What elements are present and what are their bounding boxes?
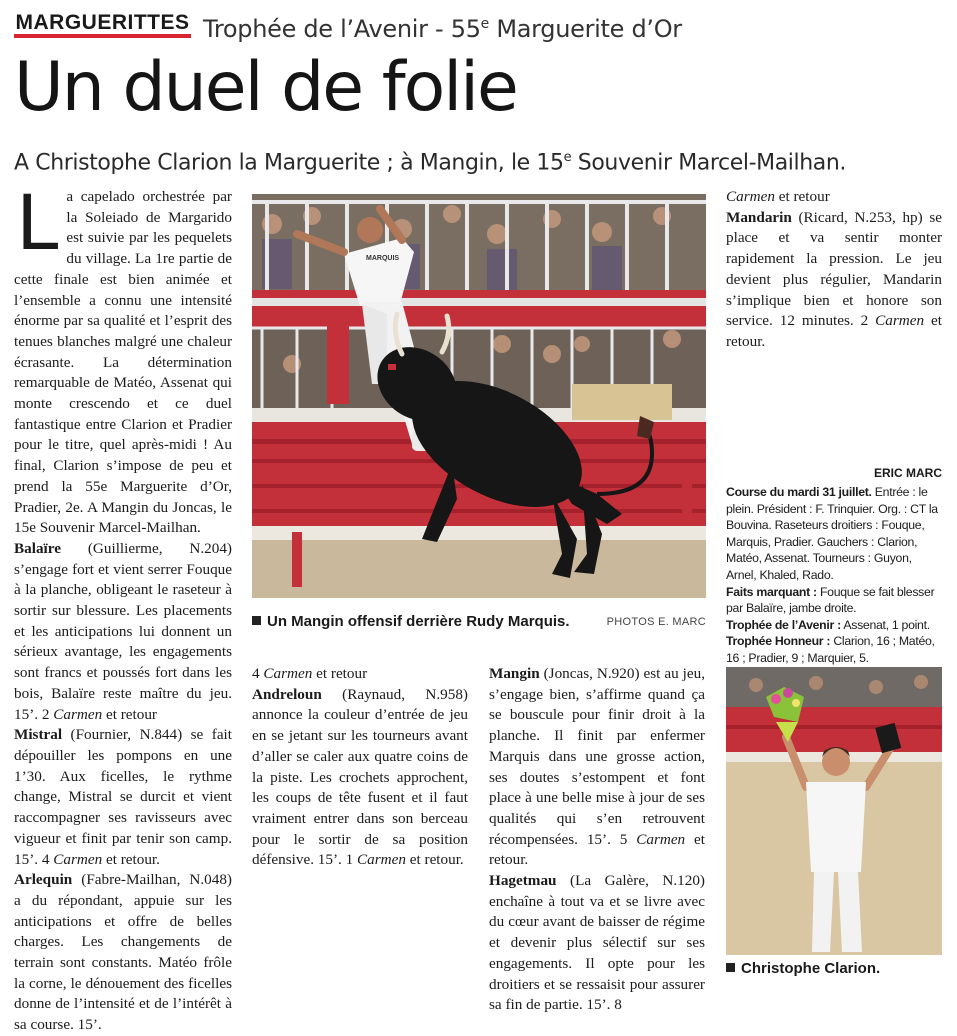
course-info-box [726,484,942,665]
caption-clarion-photo: Christophe Clarion. [726,960,942,982]
arlequin-continuation: 4 Carmen et retour [252,665,368,682]
caption-bullet [252,616,261,625]
bull-paragraph-andreloun: Andreloun (Raynaud, N.958) annonce la couleur d’entrée de jeu en se jetant sur les tourneurs avant d’aller se caler aux quatre coins de la piste. Les crochets approchent, les coups de tête fusent et il faut vraiment entrer dans son berceau pour le sortir de sa position défensive. 15’. 1 Carmen et retour. [252,685,468,869]
article-column-2 [252,664,468,977]
kicker-title: Trophée de l’Avenir - 55e Marguerite d’Or [203,15,682,43]
bull-paragraph-mandarin: Mandarin (Ricard, N.253, hp) se place et va sentir monter rapidement la pression. Le jeu devient plus régulier, Mandarin s’implique bien et honore son service. 12 minutes. 2 Carmen et retour. [726,208,942,350]
intro-paragraph: La capelado orchestrée par la Soleiado de Margarido est suivie par les pequelets du village. La 1re partie de cette finale est bien animée et l’ensemble a connu une intensité énorme par sa qualité et l’esprit des tenues blanches malgré une chaleur écrasante. La détermination remarquable de Matéo, Assenat qui monte crescendo et ce duel fantastique entre Clarion et Pradier pour le titre, quel après-midi ! Au final, Clarion s’impose de peu et prend la 55e Marguerite d’Or, Pradier, 2e. A Mangin du Joncas, le 15e Souvenir Marcel-Mailhan. [14,178,232,537]
bull-paragraph-arlequin: Arlequin (Fabre-Mailhan, N.048) a du répondant, appuie sur les anticipations et offre de belles charges. Les changements de terrain sont constants. Matéo frôle la corne, le dénouement des ficelles donne de l’intensité et de l’intérêt à sa course. 15’. [14,871,232,1034]
info-course: Course du mardi 31 juillet. Entrée : le plein. Président : F. Trinquier. Org. : CT la Bouvina. Raseteurs droitiers : Fouque, Marquis, Pradier. Gauchers : Clarion, Matéo, Assenat. Tourneurs : Guyon, Arnel, Khaled, Rado. [726,485,938,582]
photo-credit: PHOTOS E. MARC [606,616,706,628]
author-byline: ERIC MARC [874,466,942,480]
photo-bull-charge [252,194,706,598]
hagetmau-continuation: Carmen et retour [726,188,830,205]
photo-christophe-clarion [726,667,942,955]
subtitle: A Christophe Clarion la Marguerite ; à Mangin, le 15e Souvenir Marcel-Mailhan. [14,150,846,176]
bull-paragraph-mistral: Mistral (Fournier, N.844) se fait dépouiller les pompons en une 1’30. Aux ficelles, le rythme change, Mistral se durcit et vient raccompagner ses ravisseurs avec vigueur et finit par tenir son camp. 15’. 4 Carmen et retour. [14,726,232,868]
bull-paragraph-mangin: Mangin (Joncas, N.920) est au jeu, s’engage bien, s’affirme quand ça se bouscule pour finir droit à la planche. Il finit par enfermer Marquis dans une grosse action, ses doutes s’estompent et font place à une belle mise à jour de ses qualités qui s’en retrouvent récompensées. 15’. 5 Carmen et retour. [489,665,705,869]
headline: Un duel de folie [14,48,517,127]
info-faits: Faits marquant : Fouque se fait blesser par Balaïre, jambe droite. [726,584,935,616]
bull-paragraph-hagetmau: Hagetmau (La Galère, N.120) enchaîne à tout va et se livre avec du cœur avant de baisser de régime et devenir plus sélectif sur ses engagements. Il opte pour les droitiers et se ressaisit pour assurer sa fin de partie. 15’. 8 [489,872,705,1014]
article-column-3 [489,664,705,1014]
info-honneur: Trophée Honneur : Clarion, 16 ; Matéo, 16 ; Pradier, 9 ; Marquier, 5. [726,634,935,665]
article-column-1 [14,178,232,1034]
dropcap: L [16,178,59,267]
info-avenir: Trophée de l’Avenir : Assenat, 1 point. [726,617,930,632]
bull-paragraph-balaire: Balaïre (Guillierme, N.204) s’engage fort et vient serrer Fouque à la planche, obligeant le raseteur à sortir sur blessure. Les placements et les anticipations lui donnent un sérieux avantage, les engagements sont francs et poussés fort dans les bois, Balaïre reste maître du jeu. 15’. 2 Carmen et retour [14,539,232,723]
article-column-4 [726,187,942,464]
caption-bullet [726,963,735,972]
section-tag: MARGUERITTES [14,8,191,38]
caption-main-photo: Un Mangin offensif derrière Rudy Marquis. PHOTOS E. MARC [252,613,706,643]
shirt-lettering: MARQUIS [366,255,400,262]
